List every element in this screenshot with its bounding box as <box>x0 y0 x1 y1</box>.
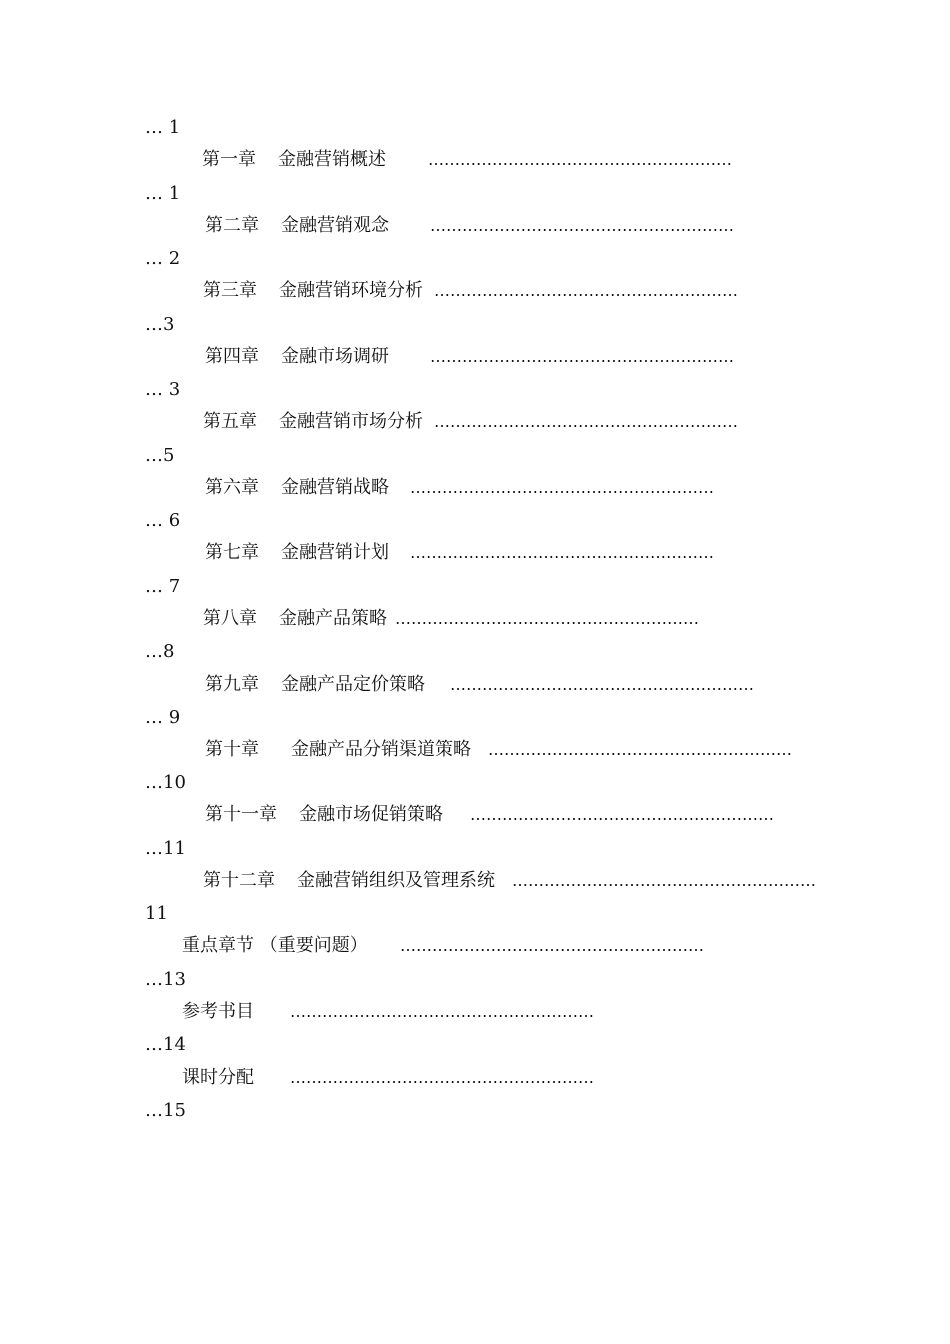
page-number: …5 <box>145 445 175 466</box>
toc-entry-1-page <box>0 179 950 209</box>
chapter-name: 金融产品策略 <box>279 608 387 629</box>
entry-title: 参考书目 <box>182 1001 254 1022</box>
dot-leader: ………………………………………………… <box>290 1068 594 1087</box>
chapter-name: 金融营销战略 <box>281 477 389 498</box>
chapter-label: 第六章 <box>205 477 259 498</box>
toc-entry-12-page <box>0 899 950 929</box>
toc-entry-6[interactable] <box>0 473 950 503</box>
dot-leader: ………………………………………………… <box>410 543 714 562</box>
toc-entry-7[interactable] <box>0 538 950 568</box>
toc-entry-8-page <box>0 637 950 667</box>
chapter-name: 金融产品定价策略 <box>281 674 425 695</box>
toc-entry-1[interactable] <box>0 145 950 175</box>
entry-title <box>203 866 495 896</box>
entry-title <box>205 211 389 241</box>
chapter-label: 第五章 <box>203 411 257 432</box>
toc-entry-5-page <box>0 441 950 471</box>
toc-entry-class-hours[interactable] <box>0 1063 950 1093</box>
page-number: …14 <box>145 1034 186 1055</box>
page-number: …3 <box>145 314 175 335</box>
toc-entry-9[interactable] <box>0 670 950 700</box>
entry-title <box>205 735 471 765</box>
chapter-label: 第十一章 <box>205 804 277 825</box>
dot-leader: ………………………………………………… <box>430 216 734 235</box>
chapter-label: 第四章 <box>205 346 259 367</box>
page-number: … 1 <box>145 183 181 204</box>
dot-leader: ………………………………………………… <box>470 805 774 824</box>
chapter-name: 金融营销概述 <box>278 149 386 170</box>
page-number: …11 <box>145 838 186 859</box>
chapter-label: 第十章 <box>205 739 259 760</box>
page-number: … 6 <box>145 510 181 531</box>
toc-entry-5[interactable] <box>0 407 950 437</box>
dot-leader: ………………………………………………… <box>434 281 738 300</box>
page-number: …15 <box>145 1100 186 1121</box>
dot-leader: ………………………………………………… <box>395 609 699 628</box>
chapter-name: 金融营销环境分析 <box>279 280 423 301</box>
dot-leader: ………………………………………………… <box>410 478 714 497</box>
toc-entry-class-hours-page <box>0 1096 950 1126</box>
chapter-label: 第八章 <box>203 608 257 629</box>
dot-leader: ………………………………………………… <box>430 347 734 366</box>
dot-leader: ………………………………………………… <box>434 412 738 431</box>
dot-leader: ………………………………………………… <box>400 936 704 955</box>
chapter-label: 第七章 <box>205 542 259 563</box>
entry-title <box>203 276 423 306</box>
toc-entry-2-page <box>0 244 950 274</box>
entry-title <box>203 407 423 437</box>
dot-leader: ………………………………………………… <box>450 675 754 694</box>
entry-title <box>205 670 425 700</box>
chapter-name: 金融营销组织及管理系统 <box>297 870 495 891</box>
toc-entry-key-chapters[interactable] <box>0 931 950 961</box>
chapter-label: 第二章 <box>205 215 259 236</box>
toc-entry-2[interactable] <box>0 211 950 241</box>
toc-entry-bibliography-page <box>0 1030 950 1060</box>
toc-entry-3-page <box>0 310 950 340</box>
chapter-label: 第十二章 <box>203 870 275 891</box>
entry-title <box>202 145 386 175</box>
toc-entry-4-page <box>0 375 950 405</box>
page-number: …8 <box>145 641 175 662</box>
toc-entry-12[interactable] <box>0 866 950 896</box>
page-number: … 3 <box>145 379 181 400</box>
entry-title <box>205 473 389 503</box>
toc-entry-8[interactable] <box>0 604 950 634</box>
chapter-label: 第三章 <box>203 280 257 301</box>
toc-entry-6-page <box>0 506 950 536</box>
toc-top-page-line <box>0 113 950 143</box>
entry-title: 课时分配 <box>182 1067 254 1088</box>
toc-entry-11-page <box>0 834 950 864</box>
page-number: … 2 <box>145 248 181 269</box>
chapter-name: 金融营销计划 <box>281 542 389 563</box>
chapter-label: 第九章 <box>205 674 259 695</box>
dot-leader: ………………………………………………… <box>290 1002 594 1021</box>
chapter-label: 第一章 <box>202 149 256 170</box>
toc-entry-key-chapters-page <box>0 965 950 995</box>
chapter-name: 金融市场促销策略 <box>299 804 443 825</box>
toc-entry-11[interactable] <box>0 800 950 830</box>
page-number: … 1 <box>145 117 181 138</box>
page-number: … 9 <box>145 707 181 728</box>
entry-title <box>203 604 387 634</box>
toc-entry-10-page <box>0 768 950 798</box>
dot-leader: ………………………………………………… <box>488 740 792 759</box>
toc-entry-9-page <box>0 703 950 733</box>
toc-entry-4[interactable] <box>0 342 950 372</box>
dot-leader: ………………………………………………… <box>512 871 816 890</box>
toc-entry-bibliography[interactable] <box>0 997 950 1027</box>
dot-leader: ………………………………………………… <box>428 150 732 169</box>
chapter-name: 金融营销市场分析 <box>279 411 423 432</box>
entry-title <box>205 538 389 568</box>
chapter-name: 金融营销观念 <box>281 215 389 236</box>
toc-entry-10[interactable] <box>0 735 950 765</box>
entry-title <box>205 800 443 830</box>
page-number: …10 <box>145 772 186 793</box>
page-number: …13 <box>145 969 186 990</box>
toc-entry-3[interactable] <box>0 276 950 306</box>
chapter-name: 金融产品分销渠道策略 <box>291 739 471 760</box>
entry-title <box>205 342 389 372</box>
page-number: 11 <box>145 903 168 924</box>
entry-title: 重点章节 （重要问题） <box>182 935 368 956</box>
page-number: … 7 <box>145 576 181 597</box>
toc-entry-7-page <box>0 572 950 602</box>
chapter-name: 金融市场调研 <box>281 346 389 367</box>
